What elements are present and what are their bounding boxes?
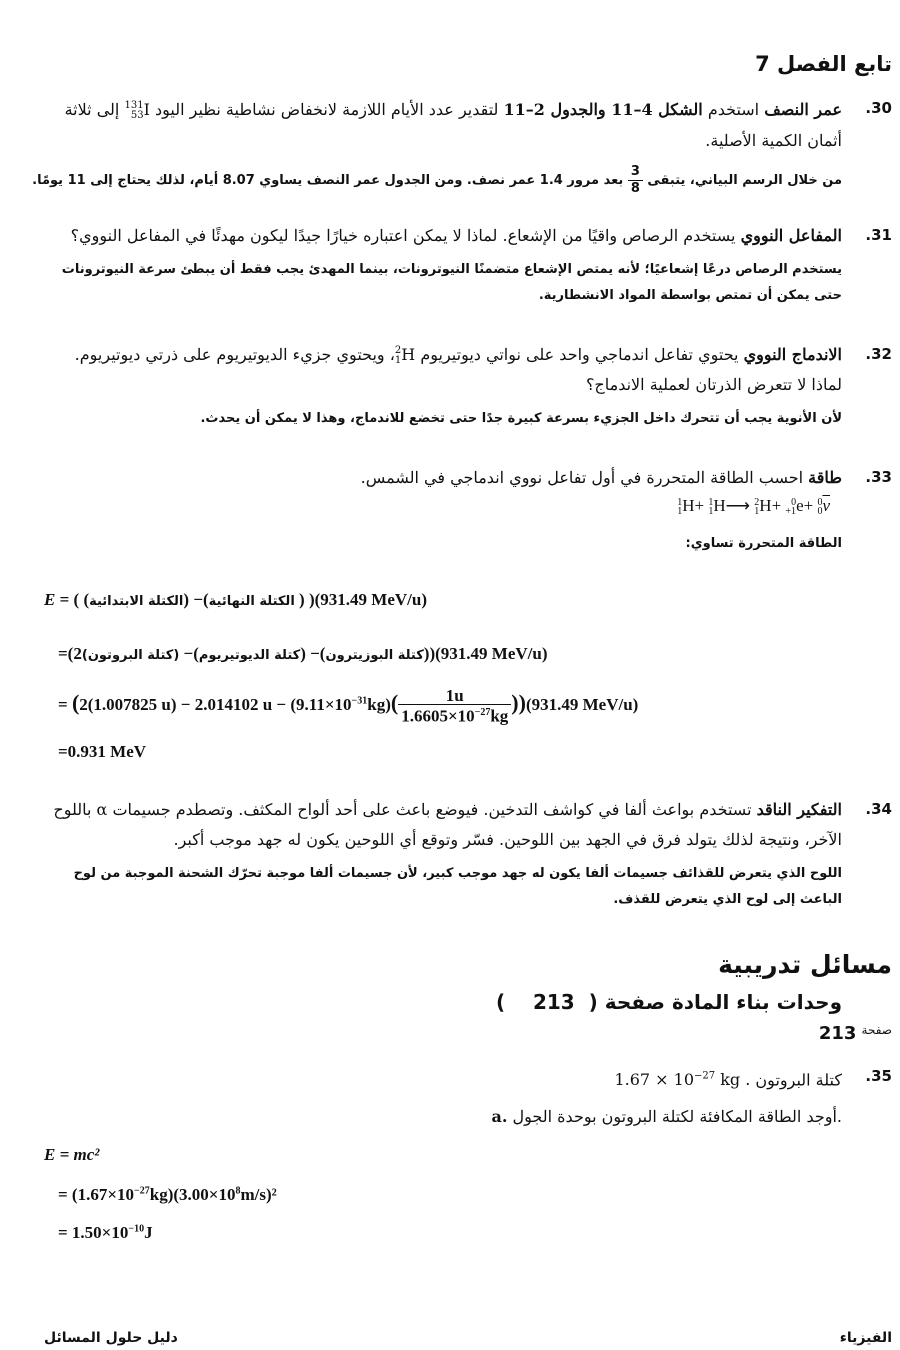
- q34-answer-line2: الباعث إلى لوح الذي يتعرض للقذف.: [613, 892, 842, 907]
- q35-eq-line3: = $1.50\times 10^{-10}J$: [58, 1223, 153, 1242]
- question-33: طاقة احسب الطاقة المتحررة في أول تفاعل نووي اندماجي في الشمس.: [360, 468, 842, 487]
- q34-number: .34: [865, 800, 892, 818]
- q35-eq-line1: E = mc²: [44, 1145, 100, 1164]
- q30-number: .30: [865, 99, 892, 117]
- page-label: صفحة: [861, 1023, 892, 1037]
- q32-answer: لأن الأنوية يجب أن تتحرك داخل الجزيء بسرعة كبيرة جدًا حتى تخضع للاندماج، وهذا لا يمكن أن يحدث.: [200, 411, 842, 426]
- q30-keyword: عمر النصف: [764, 100, 842, 119]
- q35-part-a: a. أوجد الطاقة المكافئة لكتلة البروتون بوحدة الجول.: [491, 1107, 842, 1126]
- footer-subject: الفيزياء: [839, 1330, 892, 1346]
- fraction-three-eighths: $\frac{3}{8}$: [628, 164, 643, 197]
- energy-result: =0.931 MeV: [58, 742, 147, 761]
- fusion-reaction-equation: 1 1H+ 1 1H⟶ 2 1H+ 0 +1e+ 0 $0\overline{v}$: [677, 496, 830, 518]
- q32-number: .32: [865, 345, 892, 363]
- q31-number: .31: [865, 226, 892, 244]
- practice-subtitle: وحدات بناء المادة صفحة ( 213 ): [495, 990, 842, 1014]
- question-34: التفكير الناقد تستخدم بواعث ألفا في كواشف التدخين. فيوضع باعث على أحد ألواح المكثف. وتصطدم جسيمات α باللوح: [53, 800, 842, 819]
- q34-line2: الآخر، ونتيجة لذلك يتولد فرق في الجهد بين اللوحين. فسّر وتوقع أي اللوحين يكون له جهد موجب أكبر.: [173, 830, 842, 849]
- q32-line2: لماذا لا تتعرض الذرتان لعملية الاندماج؟: [585, 375, 842, 394]
- q31-keyword: المفاعل النووي: [740, 226, 842, 245]
- iodine-isotope: 131 53I: [124, 99, 150, 121]
- page-number: 213: [818, 1023, 857, 1044]
- energy-eq-line1: E = ( (الكتلة الابتدائية) −(الكتلة النهائية ) )(931.49 MeV/u): [44, 590, 427, 609]
- footer-guide-title: دليل حلول المسائل: [44, 1330, 178, 1346]
- energy-eq-line2: =(2(كتلة البروتون) −(كتلة الديوتيريوم) −(كتلة البوزيترون))(931.49 MeV/u): [58, 644, 548, 663]
- chapter-number: 7: [755, 52, 770, 76]
- chapter-title: تابع الفصل: [777, 52, 892, 76]
- q34-answer-line1: اللوح الذي يتعرض للقذائف جسيمات ألفا يكون له جهد موجب كبير، لأن جسيمات ألفا موجبة تحرّك الشحنة الموجبة من لوح: [73, 866, 842, 881]
- q30-line2: أثمان الكمية الأصلية.: [705, 131, 842, 150]
- u-per-kg-fraction: $\frac{1u}{1.6605\times 10^{-27}kg}$: [398, 688, 511, 725]
- practice-title: مسائل تدريبية: [718, 950, 892, 979]
- q30-answer: من خلال الرسم البياني، يتبقى $\frac{3}{8}$ بعد مرور 1.4 عمر نصف. ومن الجدول عمر النصف يساوي 8.07 أيام، لذلك يحتاج إلى 11 يومًا.: [32, 164, 842, 196]
- chapter-header: [755, 52, 892, 76]
- question-32: الاندماج النووي يحتوي تفاعل اندماجي واحد على نواتي ديوتيريوم 2 1H، ويحتوي جزيء الديوتيريوم على ذرتي ديوتيريوم.: [74, 344, 842, 366]
- deuterium-symbol: 2 1H: [394, 344, 416, 366]
- page-reference: [819, 1023, 892, 1044]
- energy-eq-line3: = (2(1.007825 u) − 2.014102 $u - (9.11\times 10^{-31}kg)$( $\frac{1u}{1.6605\times 10^{-27}kg}$ ))(931.49 MeV/u): [58, 686, 639, 726]
- q35-eq-line2: = $(1.67\times 10^{-27}kg)(3.00\times 10^8m/s)^2$: [58, 1185, 277, 1204]
- q33-number: .33: [865, 468, 892, 486]
- question-31: المفاعل النووي يستخدم الرصاص واقيًا من الإشعاع. لماذا لا يمكن اعتباره خيارًا جيدًا ليكون مهدئًا في المفاعل النووي؟: [70, 226, 842, 245]
- q33-answer-label: الطاقة المتحررة تساوي:: [685, 536, 842, 551]
- q31-answer-line1: يستخدم الرصاص درعًا إشعاعيًا؛ لأنه يمتص الإشعاع متضمنًا النيوترونات، بينما المهدئ يجب فقط أن يبطئ سرعة النيوترونات: [61, 262, 842, 277]
- q31-answer-line2: حتى يمكن أن تمتص بواسطة المواد الانشطارية.: [538, 288, 842, 303]
- q34-keyword: التفكير الناقد: [756, 800, 842, 819]
- q33-keyword: طاقة: [808, 468, 842, 487]
- question-30: عمر النصف استخدم الشكل 4–11 والجدول 2–11 لتقدير عدد الأيام اللازمة لانخفاض نشاطية نظير اليود 131 53I إلى ثلاثة: [64, 99, 842, 121]
- question-35: كتلة البروتون $1.67 \times 10^{-27}$ kg .: [614, 1070, 842, 1090]
- q32-keyword: الاندماج النووي: [743, 345, 842, 364]
- q35-number: .35: [865, 1067, 892, 1085]
